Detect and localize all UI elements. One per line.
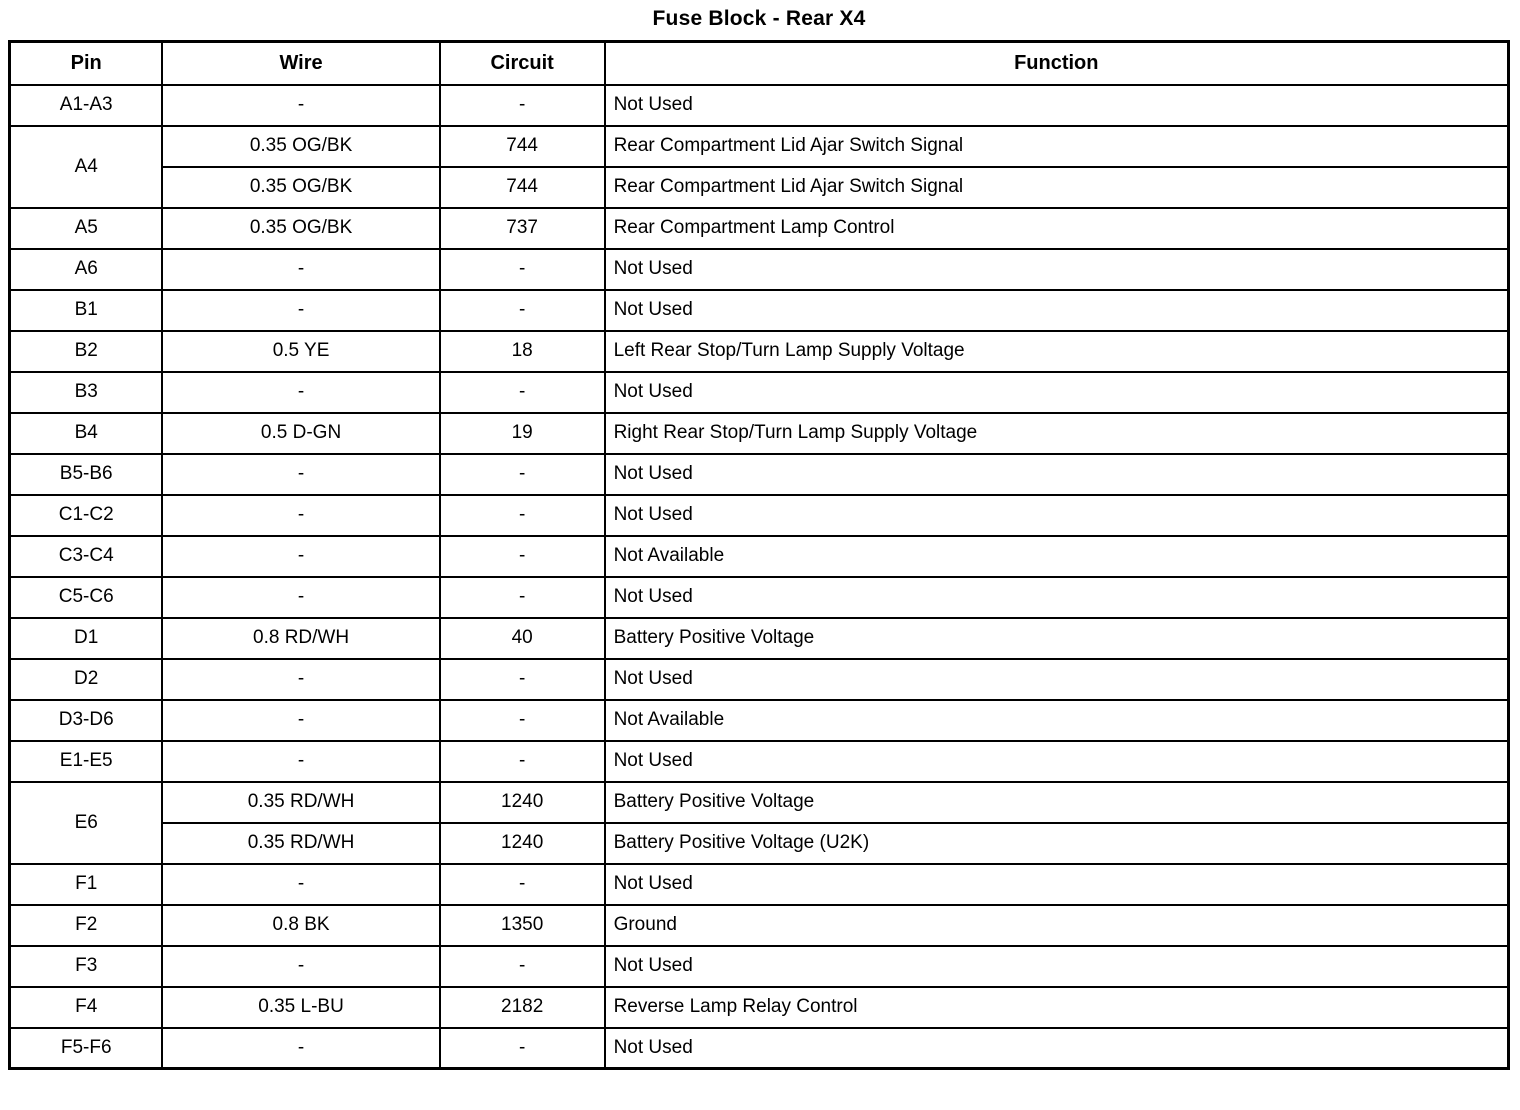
circuit-cell: - bbox=[440, 454, 605, 495]
pin-cell: F3 bbox=[10, 946, 163, 987]
function-cell: Battery Positive Voltage bbox=[605, 782, 1509, 823]
function-cell: Reverse Lamp Relay Control bbox=[605, 987, 1509, 1028]
wire-cell: - bbox=[162, 372, 439, 413]
circuit-cell: 737 bbox=[440, 208, 605, 249]
table-row bbox=[10, 454, 1509, 495]
pin-cell: F1 bbox=[10, 864, 163, 905]
table-row bbox=[10, 331, 1509, 372]
circuit-cell: - bbox=[440, 700, 605, 741]
table-row bbox=[10, 782, 1509, 823]
function-cell: Right Rear Stop/Turn Lamp Supply Voltage bbox=[605, 413, 1509, 454]
pin-cell: C3-C4 bbox=[10, 536, 163, 577]
table-row bbox=[10, 905, 1509, 946]
pin-cell: C1-C2 bbox=[10, 495, 163, 536]
pin-cell: B1 bbox=[10, 290, 163, 331]
circuit-cell: 1240 bbox=[440, 782, 605, 823]
table-header-row bbox=[10, 42, 1509, 85]
wire-cell: - bbox=[162, 741, 439, 782]
column-header-wire: Wire bbox=[162, 42, 439, 85]
function-cell: Not Used bbox=[605, 372, 1509, 413]
wire-cell: - bbox=[162, 290, 439, 331]
pin-cell: E6 bbox=[10, 782, 163, 864]
wire-cell: - bbox=[162, 1028, 439, 1069]
circuit-cell: - bbox=[440, 85, 605, 126]
function-cell: Not Used bbox=[605, 577, 1509, 618]
function-cell: Ground bbox=[605, 905, 1509, 946]
wire-cell: - bbox=[162, 249, 439, 290]
pin-cell: B4 bbox=[10, 413, 163, 454]
pin-cell: B2 bbox=[10, 331, 163, 372]
table-row bbox=[10, 741, 1509, 782]
function-cell: Left Rear Stop/Turn Lamp Supply Voltage bbox=[605, 331, 1509, 372]
wire-cell: 0.8 RD/WH bbox=[162, 618, 439, 659]
function-cell: Rear Compartment Lamp Control bbox=[605, 208, 1509, 249]
wire-cell: 0.35 OG/BK bbox=[162, 126, 439, 167]
circuit-cell: 40 bbox=[440, 618, 605, 659]
wire-cell: - bbox=[162, 536, 439, 577]
column-header-circuit: Circuit bbox=[440, 42, 605, 85]
wire-cell: - bbox=[162, 577, 439, 618]
table-row bbox=[10, 167, 1509, 208]
function-cell: Rear Compartment Lid Ajar Switch Signal bbox=[605, 167, 1509, 208]
table-row bbox=[10, 864, 1509, 905]
wire-cell: 0.5 YE bbox=[162, 331, 439, 372]
circuit-cell: - bbox=[440, 290, 605, 331]
table-row bbox=[10, 249, 1509, 290]
pin-cell: B3 bbox=[10, 372, 163, 413]
pin-cell: E1-E5 bbox=[10, 741, 163, 782]
wire-cell: 0.35 L-BU bbox=[162, 987, 439, 1028]
table-row bbox=[10, 372, 1509, 413]
circuit-cell: - bbox=[440, 577, 605, 618]
wire-cell: - bbox=[162, 85, 439, 126]
circuit-cell: - bbox=[440, 536, 605, 577]
wire-cell: 0.8 BK bbox=[162, 905, 439, 946]
circuit-cell: 18 bbox=[440, 331, 605, 372]
circuit-cell: - bbox=[440, 495, 605, 536]
table-row bbox=[10, 85, 1509, 126]
circuit-cell: 19 bbox=[440, 413, 605, 454]
circuit-cell: - bbox=[440, 372, 605, 413]
circuit-cell: 1350 bbox=[440, 905, 605, 946]
pin-cell: A1-A3 bbox=[10, 85, 163, 126]
pin-cell: F2 bbox=[10, 905, 163, 946]
page-title: Fuse Block - Rear X4 bbox=[652, 7, 866, 30]
pin-cell: C5-C6 bbox=[10, 577, 163, 618]
wire-cell: 0.5 D-GN bbox=[162, 413, 439, 454]
fuse-block-table bbox=[8, 40, 1510, 1070]
function-cell: Rear Compartment Lid Ajar Switch Signal bbox=[605, 126, 1509, 167]
table-row bbox=[10, 413, 1509, 454]
wire-cell: - bbox=[162, 864, 439, 905]
circuit-cell: - bbox=[440, 249, 605, 290]
circuit-cell: 1240 bbox=[440, 823, 605, 864]
pin-cell: F5-F6 bbox=[10, 1028, 163, 1069]
wire-cell: - bbox=[162, 700, 439, 741]
function-cell: Not Used bbox=[605, 290, 1509, 331]
table-row bbox=[10, 987, 1509, 1028]
circuit-cell: - bbox=[440, 659, 605, 700]
function-cell: Not Used bbox=[605, 1028, 1509, 1069]
function-cell: Battery Positive Voltage (U2K) bbox=[605, 823, 1509, 864]
table-row bbox=[10, 536, 1509, 577]
wire-cell: - bbox=[162, 495, 439, 536]
circuit-cell: - bbox=[440, 1028, 605, 1069]
pin-cell: A4 bbox=[10, 126, 163, 208]
circuit-cell: - bbox=[440, 741, 605, 782]
table-row bbox=[10, 290, 1509, 331]
column-header-pin: Pin bbox=[10, 42, 163, 85]
function-cell: Not Used bbox=[605, 249, 1509, 290]
table-row bbox=[10, 1028, 1509, 1069]
wire-cell: 0.35 OG/BK bbox=[162, 208, 439, 249]
pin-cell: A5 bbox=[10, 208, 163, 249]
pin-cell: B5-B6 bbox=[10, 454, 163, 495]
table-row bbox=[10, 495, 1509, 536]
pin-cell: D3-D6 bbox=[10, 700, 163, 741]
pin-cell: D1 bbox=[10, 618, 163, 659]
function-cell: Not Used bbox=[605, 495, 1509, 536]
function-cell: Not Used bbox=[605, 946, 1509, 987]
circuit-cell: 744 bbox=[440, 126, 605, 167]
table-body bbox=[10, 85, 1509, 1069]
table-row bbox=[10, 577, 1509, 618]
circuit-cell: 744 bbox=[440, 167, 605, 208]
function-cell: Battery Positive Voltage bbox=[605, 618, 1509, 659]
circuit-cell: - bbox=[440, 946, 605, 987]
wire-cell: 0.35 RD/WH bbox=[162, 782, 439, 823]
circuit-cell: 2182 bbox=[440, 987, 605, 1028]
wire-cell: 0.35 OG/BK bbox=[162, 167, 439, 208]
table-row bbox=[10, 946, 1509, 987]
function-cell: Not Used bbox=[605, 741, 1509, 782]
function-cell: Not Available bbox=[605, 536, 1509, 577]
wire-cell: 0.35 RD/WH bbox=[162, 823, 439, 864]
function-cell: Not Used bbox=[605, 85, 1509, 126]
function-cell: Not Used bbox=[605, 864, 1509, 905]
table-row bbox=[10, 659, 1509, 700]
column-header-function: Function bbox=[605, 42, 1509, 85]
wire-cell: - bbox=[162, 659, 439, 700]
function-cell: Not Used bbox=[605, 454, 1509, 495]
table-row bbox=[10, 126, 1509, 167]
pin-cell: D2 bbox=[10, 659, 163, 700]
function-cell: Not Used bbox=[605, 659, 1509, 700]
function-cell: Not Available bbox=[605, 700, 1509, 741]
circuit-cell: - bbox=[440, 864, 605, 905]
pin-cell: A6 bbox=[10, 249, 163, 290]
pin-cell: F4 bbox=[10, 987, 163, 1028]
table-row bbox=[10, 823, 1509, 864]
wire-cell: - bbox=[162, 454, 439, 495]
wire-cell: - bbox=[162, 946, 439, 987]
table-row bbox=[10, 618, 1509, 659]
table-row bbox=[10, 208, 1509, 249]
table-row bbox=[10, 700, 1509, 741]
